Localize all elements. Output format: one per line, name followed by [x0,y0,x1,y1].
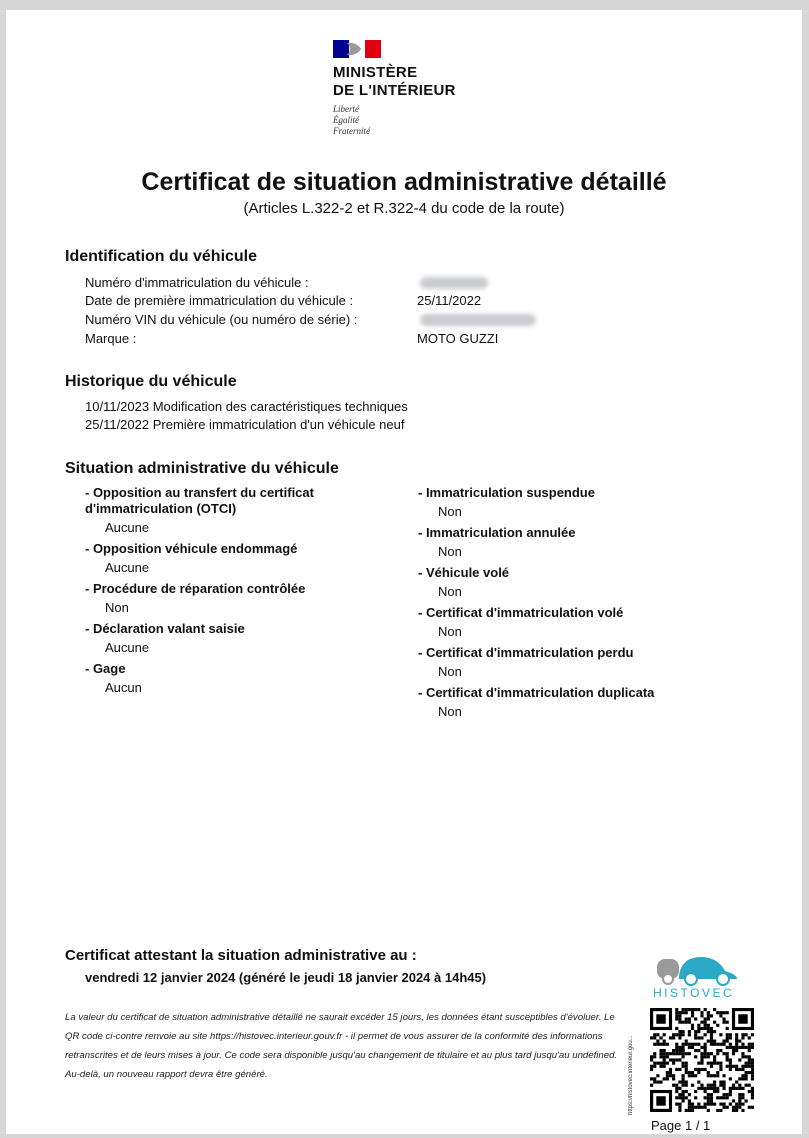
marianne-flag-icon [333,40,381,58]
ministry-name-line2: DE L'INTÉRIEUR [333,82,456,99]
document-subtitle: (Articles L.322-2 et R.322-4 du code de la route) [243,200,565,217]
seizure-declaration-value: Aucune [105,640,150,655]
lost-certificate-value: Non [438,664,462,679]
first-registration-label: Date de première immatriculation du véhicule : [85,293,354,308]
stolen-vehicle-value: Non [438,584,462,599]
history-item: 10/11/2023 Modification des caractéristiques techniques [85,399,408,414]
cancelled-label: - Immatriculation annulée [418,525,576,540]
suspended-label: - Immatriculation suspendue [418,485,595,500]
page-number: Page 1 / 1 [651,1118,711,1133]
repair-procedure-value: Non [105,600,129,615]
brand-label: Marque : [85,331,137,346]
pledge-label: - Gage [85,661,126,676]
motto-egalite: Égalité [333,115,359,125]
certificate-disclaimer: La valeur du certificat de situation administrative détaillé ne saurait excéder 15 jours, les données étant susceptibles d'évoluer. Le QR code ci-contre renvoie au site https://histovec.interieur.gouv.fr - il permet de vous assurer de la conformité des informations retranscrites et de leurs mises à jour. Ce code sera disponible jusqu'au changement de titulaire et au plus tard jusqu'au undefined. Au-delà, un nouveau rapport devra être généré. [65,1012,618,1080]
certificate-heading: Certificat attestant la situation administrative au : [65,947,417,964]
registration-number-redacted [420,277,488,289]
identification-heading: Identification du véhicule [65,248,258,265]
damaged-opposition-label: - Opposition véhicule endommagé [85,541,298,556]
ministry-name-line1: MINISTÈRE [333,64,418,81]
stolen-certificate-label: - Certificat d'immatriculation volé [418,605,624,620]
duplicate-certificate-value: Non [438,704,462,719]
motto-fraternite: Fraternité [333,126,370,136]
stolen-certificate-value: Non [438,624,462,639]
stolen-vehicle-label: - Véhicule volé [418,565,510,580]
otci-label: - Opposition au transfert du certificat d'immatriculation (OTCI) [85,485,314,516]
damaged-opposition-value: Aucune [105,560,150,575]
registration-number-label: Numéro d'immatriculation du véhicule : [85,275,309,290]
lost-certificate-label: - Certificat d'immatriculation perdu [418,645,634,660]
histovec-logo-text: HISTOVEC [653,986,735,1000]
duplicate-certificate-label: - Certificat d'immatriculation duplicata [418,685,655,700]
suspended-value: Non [438,504,462,519]
document-title: Certificat de situation administrative détaillé [141,168,667,196]
situation-heading: Situation administrative du véhicule [65,460,339,477]
vin-label: Numéro VIN du véhicule (ou numéro de série) : [85,312,358,327]
repair-procedure-label: - Procédure de réparation contrôlée [85,581,306,596]
cancelled-value: Non [438,544,462,559]
pledge-value: Aucun [105,680,142,695]
first-registration-value: 25/11/2022 [417,293,482,308]
vin-redacted [420,314,536,326]
history-heading: Historique du véhicule [65,373,237,390]
history-item: 25/11/2022 Première immatriculation d'un véhicule neuf [85,417,405,432]
motto-liberte: Liberté [333,104,359,114]
brand-value: MOTO GUZZI [417,331,499,346]
seizure-declaration-label: - Déclaration valant saisie [85,621,245,636]
certificate-date: vendredi 12 janvier 2024 (généré le jeudi 18 janvier 2024 à 14h45) [85,970,487,985]
document-page [6,10,802,1134]
qr-code[interactable] [650,1008,754,1112]
qr-caption: https://histovec.interieur.gou... [628,1035,634,1115]
otci-value: Aucune [105,520,150,535]
